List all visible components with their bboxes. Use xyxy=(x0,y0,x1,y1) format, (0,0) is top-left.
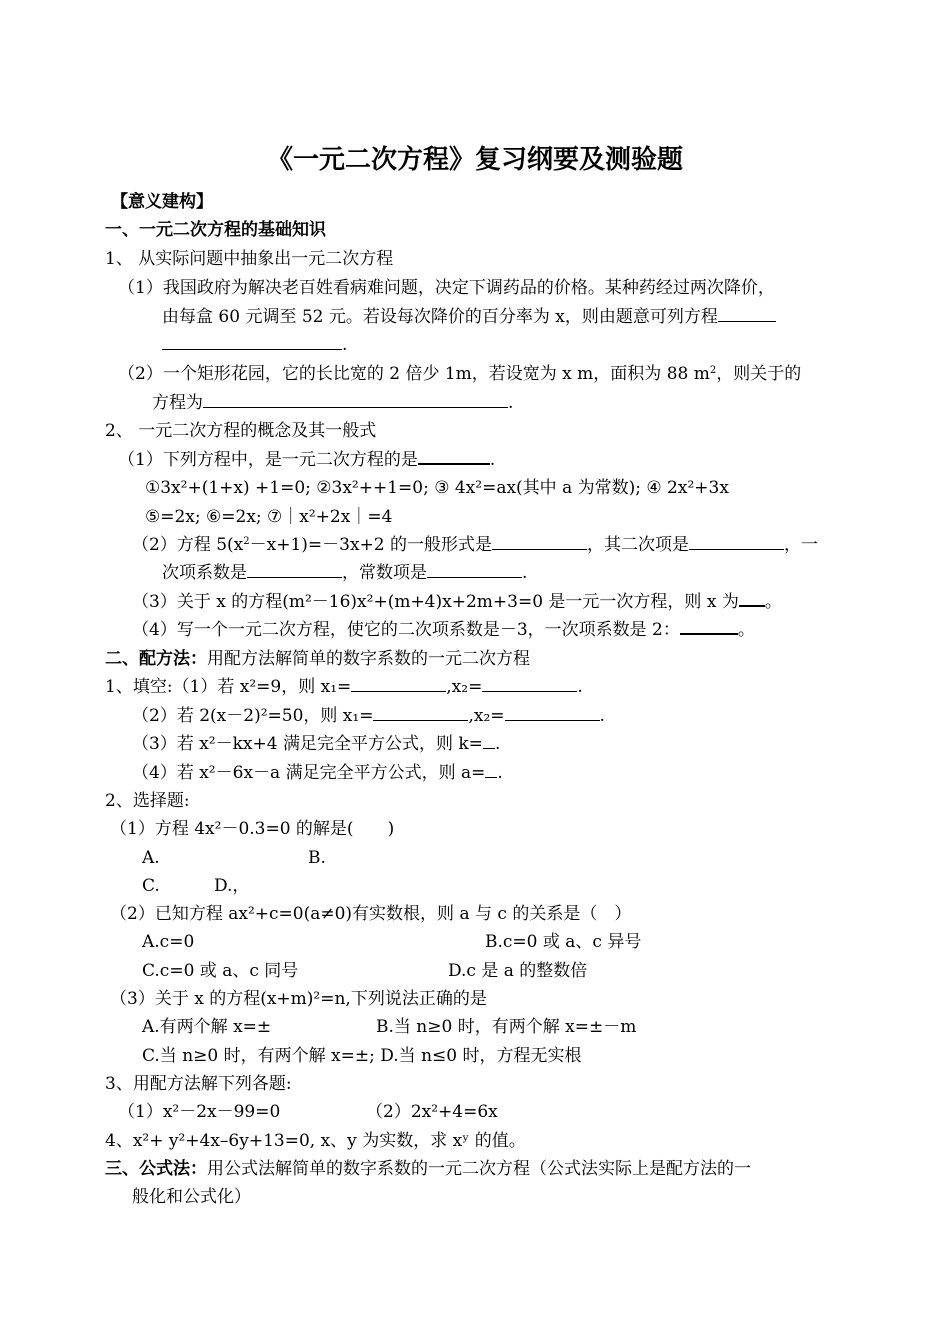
choice-heading: 2、选择题: xyxy=(105,791,190,811)
section-2-heading-bold: 二、配方法： xyxy=(105,649,207,669)
choice-1-option-b: B. xyxy=(308,848,326,868)
answer-blank xyxy=(247,563,342,578)
answer-blank xyxy=(373,706,468,721)
question-1-1-line3 xyxy=(162,334,347,356)
period: . xyxy=(508,393,514,413)
section-1-heading: 一、一元二次方程的基础知识 xyxy=(105,220,326,240)
fill-2-text: （2）若 2(x－2)²=50，则 x₁= xyxy=(132,706,374,726)
choice-1-option-d: D.， xyxy=(214,876,250,896)
fill-3-text: （3）若 x²－kx+4 满足完全平方公式，则 k= xyxy=(132,734,483,754)
section-3-heading-line2: 般化和公式化） xyxy=(132,1187,251,1207)
fill-4 xyxy=(132,762,503,784)
solve-2: （2）2x²+4=6x xyxy=(366,1102,498,1122)
fill-1-text: 1、填空:（1）若 x²=9，则 x₁= xyxy=(105,677,352,697)
fill-2 xyxy=(132,705,605,727)
answer-blank xyxy=(203,393,508,408)
answer-blank xyxy=(492,535,587,550)
question-2-2-line2 xyxy=(162,562,527,584)
superscript: 2 xyxy=(709,365,717,376)
section-3-heading-bold: 三、公式法： xyxy=(105,1159,207,1179)
choice-1: （1）方程 4x²－0.3=0 的解是( ) xyxy=(110,819,395,839)
fill-1 xyxy=(105,676,583,698)
choice-1-option-c: C. xyxy=(142,876,160,896)
question-2-1-options-line1: ①3x²+(1+x) +1=0; ②3x²++1=0; ③ 4x²=ax(其中 a 为常数); ④ 2x²+3x xyxy=(145,478,729,498)
choice-3-option-a: A.有两个解 x=± xyxy=(142,1017,272,1037)
period: 。 xyxy=(764,592,782,612)
choice-3-option-b: B.当 n≥0 时，有两个解 x=±－m xyxy=(376,1017,637,1037)
page-title: 《一元二次方程》复习纲要及测验题 xyxy=(266,145,683,175)
answer-blank xyxy=(427,563,522,578)
answer-blank xyxy=(418,449,490,465)
question-2-1-options-line2: ⑤=2x; ⑥=2x; ⑦｜x²+2x｜=4 xyxy=(145,507,393,527)
question-1-2-text: （2）一个矩形花园，它的长比宽的 2 倍少 1m，若设宽为 x m，面积为 88 m xyxy=(118,364,710,384)
fill-1-text: ,x₂= xyxy=(446,677,483,697)
answer-blank xyxy=(689,535,784,550)
question-1-2-text-end: ，则关于的 xyxy=(716,364,802,384)
section-3-heading xyxy=(105,1158,751,1180)
answer-blank xyxy=(351,677,446,692)
fill-3 xyxy=(132,733,500,755)
fill-2-text: ,x₂= xyxy=(468,706,505,726)
period: . xyxy=(494,734,501,754)
section-meaning-label: 【意义建构】 xyxy=(111,192,213,212)
question-1-2-text: 方程为 xyxy=(152,393,203,413)
period: . xyxy=(342,335,348,355)
question-2-4 xyxy=(132,619,755,641)
choice-2-option-c: C.c=0 或 a、c 同号 xyxy=(142,961,299,981)
question-2-2-text: －x+1)=－3x+2 的一般形式是 xyxy=(249,535,493,555)
period: . xyxy=(577,677,583,697)
period: 。 xyxy=(737,620,755,640)
period: . xyxy=(497,763,503,783)
question-2-4-text: （4）写一个一元二次方程，使它的二次项系数是－3，一次项系数是 2： xyxy=(132,620,680,640)
choice-1-option-a: A. xyxy=(142,848,160,868)
section-2-heading xyxy=(105,648,530,670)
question-2-2-text: 次项系数是 xyxy=(162,563,247,583)
fill-4-text: （4）若 x²－6x－a 满足完全平方公式，则 a= xyxy=(132,763,486,783)
answer-blank xyxy=(680,619,738,635)
question-2-2-text: ，一 xyxy=(784,535,819,555)
question-1-1-line1: （1）我国政府为解决老百姓看病难问题，决定下调药品的价格。某种药经过两次降价， xyxy=(118,278,775,298)
question-2-2-text: ，其二次项是 xyxy=(587,535,690,555)
answer-blank xyxy=(718,307,776,322)
question-4: 4、x²+ y²+4x–6y+13=0, x、y 为实数，求 xʸ 的值。 xyxy=(105,1131,526,1151)
question-2-3 xyxy=(132,591,782,613)
question-2-3-text: （3）关于 x 的方程(m²－16)x²+(m+4)x+2m+3=0 是一元一次方程，则 x 为 xyxy=(132,592,739,612)
answer-blank xyxy=(739,591,765,607)
question-2-2-text: （2）方程 5(x xyxy=(132,535,244,555)
answer-blank xyxy=(485,763,497,778)
question-1-2-line1 xyxy=(118,363,801,385)
question-2: 2、 一元二次方程的概念及其一般式 xyxy=(105,421,377,441)
question-2-1-text: （1）下列方程中，是一元二次方程的是 xyxy=(118,450,418,470)
question-1-1-line2 xyxy=(162,306,776,328)
superscript: 2 xyxy=(243,536,250,547)
choice-3-options-cd: C.当 n≥0 时，有两个解 x=±; D.当 n≤0 时，方程无实根 xyxy=(142,1046,582,1066)
period: . xyxy=(522,563,528,583)
choice-2-option-b: B.c=0 或 a、c 异号 xyxy=(485,932,642,952)
section-2-heading-text: 用配方法解简单的数字系数的一元二次方程 xyxy=(207,649,530,669)
choice-2-option-a: A.c=0 xyxy=(142,932,195,952)
question-2-1 xyxy=(118,449,495,471)
solve-1: （1）x²－2x－99=0 xyxy=(118,1102,281,1122)
period: . xyxy=(489,450,496,470)
answer-blank xyxy=(162,335,342,350)
answer-blank xyxy=(482,677,577,692)
question-1: 1、 从实际问题中抽象出一元二次方程 xyxy=(105,249,394,269)
question-1-2-line2 xyxy=(152,392,513,414)
question-2-2-text: ，常数项是 xyxy=(342,563,427,583)
section-3-heading-text: 用公式法解简单的数字系数的一元二次方程（公式法实际上是配方法的一 xyxy=(207,1159,751,1179)
question-1-1-text: 由每盒 60 元调至 52 元。若设每次降价的百分率为 x，则由题意可列方程 xyxy=(162,307,718,327)
answer-blank xyxy=(483,734,495,749)
choice-2: （2）已知方程 ax²+c=0(a≠0)有实数根，则 a 与 c 的关系是（ ） xyxy=(110,904,632,924)
period: . xyxy=(599,706,605,726)
solve-heading: 3、用配方法解下列各题: xyxy=(105,1074,292,1094)
question-2-2-line1 xyxy=(132,534,818,556)
choice-2-option-d: D.c 是 a 的整数倍 xyxy=(448,961,588,981)
answer-blank xyxy=(505,706,600,721)
choice-3: （3）关于 x 的方程(x+m)²=n,下列说法正确的是 xyxy=(110,989,487,1009)
